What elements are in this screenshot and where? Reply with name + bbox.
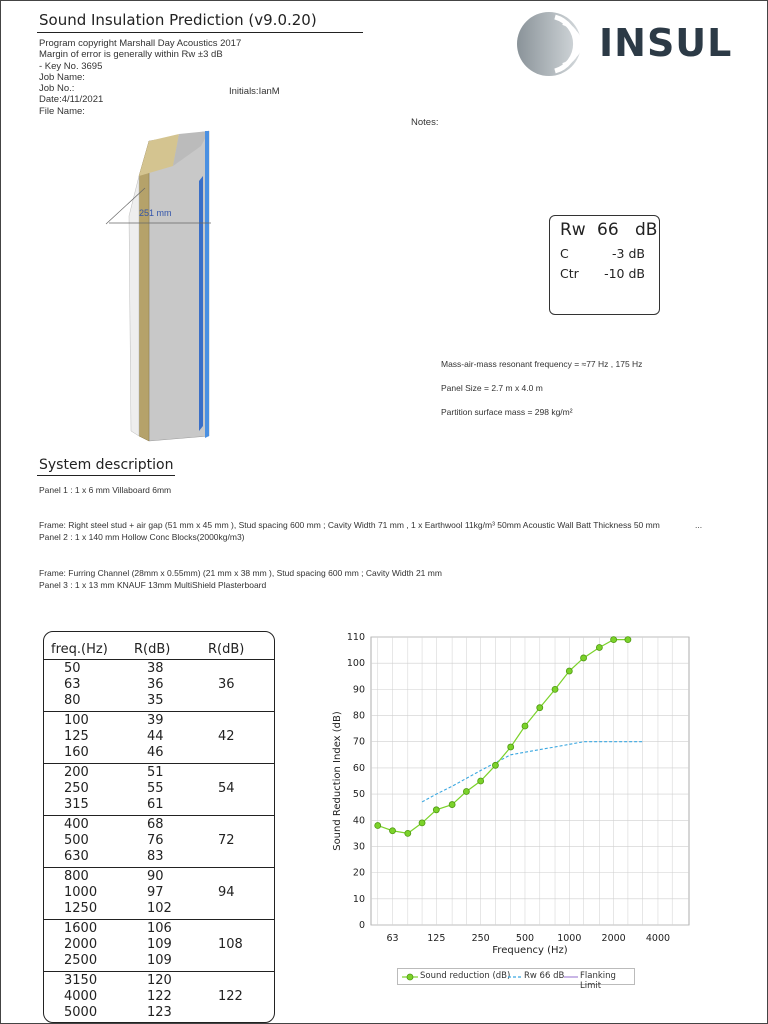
margin-line: Margin of error is generally within Rw ±3 dB bbox=[39, 49, 223, 61]
freq-cell: 4000 bbox=[64, 989, 98, 1004]
r-octave-cell: 72 bbox=[218, 833, 235, 848]
freq-cell: 50 bbox=[64, 661, 81, 676]
r-third-cell: 123 bbox=[147, 1005, 172, 1020]
system-description-underline bbox=[37, 475, 175, 476]
ctr-value: -10 dB bbox=[604, 266, 645, 281]
copyright-line: Program copyright Marshall Day Acoustics 2017 bbox=[39, 38, 242, 49]
r-third-cell: 36 bbox=[147, 677, 164, 692]
file-name-line: File Name: bbox=[39, 105, 85, 117]
y-tick-label: 30 bbox=[352, 841, 365, 853]
notes-label: Notes: bbox=[411, 117, 439, 128]
freq-cell: 5000 bbox=[64, 1005, 98, 1020]
job-no-line: Job No.: bbox=[39, 83, 75, 95]
freq-cell: 250 bbox=[64, 781, 89, 796]
report-metadata bbox=[39, 38, 241, 117]
y-tick-label: 0 bbox=[358, 920, 365, 931]
frame-1-text: Frame: Right steel stud + air gap (51 mm x 45 mm ), Stud spacing 600 mm ; Cavity Width 71 mm , 1 x Earthwool 11kg/m³ 50mm Acoustic Wall Batt Thickness 50 mm bbox=[39, 520, 660, 530]
sound-reduction-point bbox=[463, 788, 469, 794]
x-tick-label: 500 bbox=[515, 933, 535, 944]
wall-section-diagram bbox=[101, 126, 221, 446]
y-tick-label: 110 bbox=[346, 632, 365, 643]
sound-reduction-point bbox=[611, 637, 617, 643]
table-row-group bbox=[44, 763, 274, 815]
freq-cell: 500 bbox=[64, 833, 89, 848]
freq-cell: 160 bbox=[64, 745, 89, 760]
sound-reduction-chart bbox=[327, 627, 705, 991]
r-third-cell: 97 bbox=[147, 885, 164, 900]
legend-sound-reduction: Sound reduction (dB) bbox=[420, 971, 511, 981]
frame-1-ellipsis: ... bbox=[695, 520, 703, 530]
legend-rw-swatch bbox=[508, 972, 522, 982]
table-row-group bbox=[44, 919, 274, 971]
y-tick-label: 90 bbox=[352, 684, 365, 696]
c-value: -3 dB bbox=[612, 246, 645, 261]
r-third-cell: 122 bbox=[147, 989, 172, 1004]
page-title: Sound Insulation Prediction (v9.0.20) bbox=[39, 11, 317, 29]
freq-cell: 800 bbox=[64, 869, 89, 884]
x-tick-label: 4000 bbox=[645, 933, 671, 944]
system-description-title: System description bbox=[39, 457, 174, 473]
logo-wordmark: INSUL bbox=[599, 21, 733, 65]
freq-cell: 2500 bbox=[64, 953, 98, 968]
header-freq: freq.(Hz) bbox=[51, 642, 108, 657]
freq-cell: 1000 bbox=[64, 885, 98, 900]
sound-reduction-point bbox=[478, 778, 484, 784]
r-third-cell: 106 bbox=[147, 921, 172, 936]
sound-reduction-point bbox=[419, 820, 425, 826]
r-third-cell: 90 bbox=[147, 869, 164, 884]
table-row-group bbox=[44, 971, 274, 1023]
r-third-cell: 44 bbox=[147, 729, 164, 744]
header-r-octave: R(dB) bbox=[208, 642, 245, 657]
y-tick-label: 10 bbox=[352, 893, 365, 905]
r-octave-cell: 42 bbox=[218, 729, 235, 744]
r-octave-cell: 54 bbox=[218, 781, 235, 796]
r-octave-cell: 122 bbox=[218, 989, 243, 1004]
r-third-cell: 46 bbox=[147, 745, 164, 760]
table-row-group bbox=[44, 867, 274, 919]
r-third-cell: 55 bbox=[147, 781, 164, 796]
table-row-group bbox=[44, 659, 274, 711]
freq-cell: 125 bbox=[64, 729, 89, 744]
panel-2-text: Panel 2 : 1 x 140 mm Hollow Conc Blocks(2000kg/m3) bbox=[39, 532, 245, 542]
table-row-group bbox=[44, 711, 274, 763]
r-third-cell: 76 bbox=[147, 833, 164, 848]
r-octave-cell: 108 bbox=[218, 937, 243, 952]
resonant-frequency: Mass-air-mass resonant frequency = ≈77 Hz , 175 Hz bbox=[441, 359, 643, 369]
x-axis-label: Frequency (Hz) bbox=[492, 945, 568, 956]
plot-area bbox=[371, 637, 689, 925]
thickness-label: 251 mm bbox=[139, 208, 172, 218]
legend-rw: Rw 66 dB bbox=[524, 971, 565, 981]
r-third-cell: 109 bbox=[147, 953, 172, 968]
x-tick-label: 250 bbox=[471, 933, 490, 944]
r-octave-cell: 36 bbox=[218, 677, 235, 692]
table-row-group bbox=[44, 815, 274, 867]
frequency-table bbox=[43, 631, 275, 1023]
panel-3-text: Panel 3 : 1 x 13 mm KNAUF 13mm MultiShield Plasterboard bbox=[39, 580, 267, 590]
sound-reduction-point bbox=[492, 762, 498, 768]
freq-cell: 630 bbox=[64, 849, 89, 864]
rating-box bbox=[549, 215, 660, 315]
r-third-cell: 102 bbox=[147, 901, 172, 916]
date-line: Date:4/11/2021 bbox=[39, 94, 104, 106]
x-tick-label: 63 bbox=[386, 933, 399, 944]
sound-reduction-point bbox=[375, 823, 381, 829]
freq-cell: 315 bbox=[64, 797, 89, 812]
initials-line: Initials:IanM bbox=[229, 86, 280, 97]
ctr-label: Ctr bbox=[560, 266, 579, 281]
sound-reduction-point bbox=[449, 802, 455, 808]
sound-reduction-point bbox=[390, 828, 396, 834]
table-header bbox=[44, 642, 274, 660]
r-third-cell: 109 bbox=[147, 937, 172, 952]
freq-cell: 1250 bbox=[64, 901, 98, 916]
y-tick-label: 40 bbox=[352, 815, 365, 827]
r-octave-cell: 94 bbox=[218, 885, 235, 900]
freq-cell: 3150 bbox=[64, 973, 98, 988]
rw-unit: dB bbox=[635, 220, 658, 240]
sound-reduction-point bbox=[405, 830, 411, 836]
sound-reduction-point bbox=[522, 723, 528, 729]
sound-reduction-point bbox=[537, 705, 543, 711]
legend-flanking: Flanking Limit bbox=[580, 971, 616, 991]
y-tick-label: 100 bbox=[346, 658, 365, 670]
rw-label: Rw bbox=[560, 220, 586, 240]
x-tick-label: 2000 bbox=[601, 933, 626, 944]
freq-cell: 2000 bbox=[64, 937, 98, 952]
chart-legend bbox=[397, 968, 635, 991]
y-tick-label: 50 bbox=[352, 789, 365, 801]
r-third-cell: 68 bbox=[147, 817, 164, 832]
panel-size: Panel Size = 2.7 m x 4.0 m bbox=[441, 383, 543, 393]
sound-reduction-point bbox=[581, 655, 587, 661]
rw-value: 66 bbox=[597, 220, 619, 240]
freq-cell: 1600 bbox=[64, 921, 98, 936]
legend-sound-reduction-swatch bbox=[402, 972, 418, 982]
r-third-cell: 61 bbox=[147, 797, 164, 812]
freq-cell: 100 bbox=[64, 713, 89, 728]
x-tick-label: 1000 bbox=[557, 933, 582, 944]
sound-reduction-point bbox=[508, 744, 514, 750]
legend-flanking-swatch bbox=[564, 972, 578, 982]
surface-mass: Partition surface mass = 298 kg/m² bbox=[441, 407, 573, 417]
frame-2-text: Frame: Furring Channel (28mm x 0.55mm) (21 mm x 38 mm ), Stud spacing 600 mm ; Cavity Width 21 mm bbox=[39, 568, 442, 578]
y-tick-label: 80 bbox=[352, 710, 365, 722]
freq-cell: 80 bbox=[64, 693, 81, 708]
sound-reduction-point bbox=[596, 644, 602, 650]
freq-cell: 400 bbox=[64, 817, 89, 832]
job-name-line: Job Name: bbox=[39, 71, 85, 83]
freq-cell: 200 bbox=[64, 765, 89, 780]
y-tick-label: 20 bbox=[352, 867, 365, 879]
freq-cell: 63 bbox=[64, 677, 81, 692]
r-third-cell: 38 bbox=[147, 661, 164, 676]
y-axis-label: Sound Reduction Index (dB) bbox=[332, 711, 343, 851]
sound-reduction-point bbox=[566, 668, 572, 674]
x-tick-label: 125 bbox=[427, 933, 446, 944]
partition-properties bbox=[441, 359, 642, 431]
header-r-third: R(dB) bbox=[134, 642, 171, 657]
y-tick-label: 60 bbox=[352, 762, 365, 774]
r-third-cell: 39 bbox=[147, 713, 164, 728]
r-third-cell: 120 bbox=[147, 973, 172, 988]
sound-reduction-point bbox=[552, 686, 558, 692]
key-line: - Key No. 3695 bbox=[39, 60, 103, 72]
sound-reduction-point bbox=[625, 637, 631, 643]
panel-1-text: Panel 1 : 1 x 6 mm Villaboard 6mm bbox=[39, 485, 172, 495]
title-underline bbox=[37, 32, 363, 33]
r-third-cell: 35 bbox=[147, 693, 164, 708]
sound-reduction-point bbox=[433, 807, 439, 813]
r-third-cell: 83 bbox=[147, 849, 164, 864]
c-label: C bbox=[560, 246, 569, 261]
r-third-cell: 51 bbox=[147, 765, 164, 780]
y-tick-label: 70 bbox=[352, 736, 365, 748]
